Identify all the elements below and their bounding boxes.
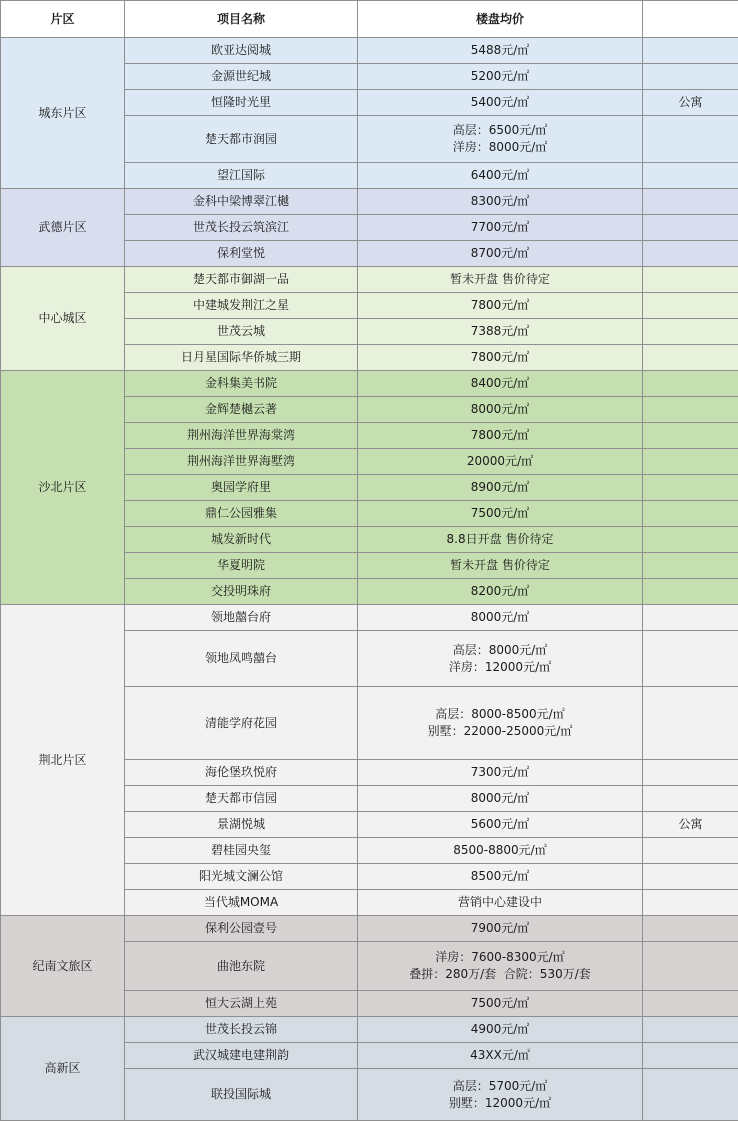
project-name-cell: 奥园学府里 [125,475,358,501]
price-cell [358,916,643,942]
price-line: 5488元/㎡ [358,42,642,59]
price-line: 5200元/㎡ [358,68,642,85]
price-line: 7700元/㎡ [358,219,642,236]
price-cell [358,786,643,812]
note-cell [643,116,738,163]
note-cell: 公寓 [643,812,738,838]
project-name-cell: 联投国际城 [125,1069,358,1121]
price-cell [358,189,643,215]
table-row [1,189,738,215]
price-line: 8000元/㎡ [358,609,642,626]
project-name-cell: 金科集美书院 [125,371,358,397]
table-row [1,916,738,942]
table-body [1,38,738,1121]
district-cell: 荆北片区 [1,605,125,916]
project-name-cell: 金源世纪城 [125,64,358,90]
project-name-cell: 曲池东院 [125,942,358,991]
price-line: 暂未开盘 售价待定 [358,557,642,574]
price-cell [358,687,643,760]
price-cell [358,631,643,687]
price-cell [358,942,643,991]
project-name-cell: 世茂长投云锦 [125,1017,358,1043]
price-line: 5400元/㎡ [358,94,642,111]
project-name-cell: 保利堂悦 [125,241,358,267]
project-name-cell: 景湖悦城 [125,812,358,838]
table-row [1,605,738,631]
price-line: 8.8日开盘 售价待定 [358,531,642,548]
price-line: 7900元/㎡ [358,920,642,937]
note-cell [643,64,738,90]
note-cell [643,267,738,293]
note-cell [643,293,738,319]
price-cell [358,423,643,449]
district-cell: 城东片区 [1,38,125,189]
header-price: 楼盘均价 [358,1,643,38]
price-cell [358,267,643,293]
price-line: 7800元/㎡ [358,427,642,444]
project-name-cell: 金科中梁博翠江樾 [125,189,358,215]
project-name-cell: 世茂云城 [125,319,358,345]
project-name-cell: 当代城MOMA [125,890,358,916]
project-name-cell: 楚天都市御湖一品 [125,267,358,293]
district-cell: 沙北片区 [1,371,125,605]
project-name-cell: 欧亚达阅城 [125,38,358,64]
project-name-cell: 保利公园壹号 [125,916,358,942]
price-line: 8500元/㎡ [358,868,642,885]
project-name-cell: 海伦堡玖悦府 [125,760,358,786]
price-line: 营销中心建设中 [358,894,642,911]
note-cell [643,371,738,397]
project-name-cell: 恒大云湖上苑 [125,991,358,1017]
project-name-cell: 世茂长投云筑滨江 [125,215,358,241]
project-name-cell: 阳光城文澜公馆 [125,864,358,890]
table-row [1,38,738,64]
project-name-cell: 金辉楚樾云著 [125,397,358,423]
price-cell [358,991,643,1017]
note-cell [643,991,738,1017]
price-line: 暂未开盘 售价待定 [358,271,642,288]
price-line: 8400元/㎡ [358,375,642,392]
price-cell [358,579,643,605]
note-cell [643,345,738,371]
price-cell [358,1017,643,1043]
note-cell [643,319,738,345]
note-cell [643,423,738,449]
header-row [1,1,738,38]
note-cell [643,579,738,605]
price-line: 8300元/㎡ [358,193,642,210]
price-cell [358,838,643,864]
price-line: 8900元/㎡ [358,479,642,496]
district-cell: 纪南文旅区 [1,916,125,1017]
project-name-cell: 华夏明院 [125,553,358,579]
price-line: 洋房：12000元/㎡ [358,659,642,676]
note-cell [643,189,738,215]
price-cell [358,605,643,631]
price-line: 8500-8800元/㎡ [358,842,642,859]
note-cell [643,838,738,864]
price-cell [358,163,643,189]
note-cell [643,760,738,786]
project-name-cell: 领地囍台府 [125,605,358,631]
price-cell [358,890,643,916]
project-name-cell: 楚天都市润园 [125,116,358,163]
price-line: 洋房：7600-8300元/㎡ [358,949,642,966]
note-cell [643,1017,738,1043]
project-name-cell: 碧桂园央玺 [125,838,358,864]
note-cell [643,553,738,579]
project-name-cell: 领地凤鸣囍台 [125,631,358,687]
note-cell: 公寓 [643,90,738,116]
price-line: 4900元/㎡ [358,1021,642,1038]
price-line: 8200元/㎡ [358,583,642,600]
price-cell [358,501,643,527]
price-cell [358,319,643,345]
district-cell: 武德片区 [1,189,125,267]
price-line: 8000元/㎡ [358,790,642,807]
price-cell [358,553,643,579]
price-cell [358,475,643,501]
project-name-cell: 恒隆时光里 [125,90,358,116]
project-name-cell: 楚天都市信园 [125,786,358,812]
note-cell [643,916,738,942]
note-cell [643,241,738,267]
price-line: 43XX元/㎡ [358,1047,642,1064]
price-cell [358,449,643,475]
project-name-cell: 日月星国际华侨城三期 [125,345,358,371]
project-name-cell: 交投明珠府 [125,579,358,605]
note-cell [643,605,738,631]
price-line: 高层：8000-8500元/㎡ [358,706,642,723]
note-cell [643,475,738,501]
price-line: 7800元/㎡ [358,349,642,366]
price-cell [358,345,643,371]
price-line: 高层：8000元/㎡ [358,642,642,659]
note-cell [643,527,738,553]
price-cell [358,760,643,786]
price-line: 洋房：8000元/㎡ [358,139,642,156]
project-name-cell: 鼎仁公园雅集 [125,501,358,527]
price-line: 别墅：12000元/㎡ [358,1095,642,1112]
table-row [1,1017,738,1043]
note-cell [643,786,738,812]
project-name-cell: 城发新时代 [125,527,358,553]
project-name-cell: 荆州海洋世界海墅湾 [125,449,358,475]
header-district: 片区 [1,1,125,38]
price-cell [358,116,643,163]
price-cell [358,293,643,319]
note-cell [643,687,738,760]
price-line: 7388元/㎡ [358,323,642,340]
price-cell [358,90,643,116]
price-line: 7300元/㎡ [358,764,642,781]
price-line: 8700元/㎡ [358,245,642,262]
price-cell [358,215,643,241]
project-name-cell: 清能学府花园 [125,687,358,760]
price-line: 别墅：22000-25000元/㎡ [358,723,642,740]
project-name-cell: 荆州海洋世界海棠湾 [125,423,358,449]
note-cell [643,38,738,64]
price-cell [358,64,643,90]
note-cell [643,864,738,890]
price-cell [358,241,643,267]
price-cell [358,371,643,397]
note-cell [643,449,738,475]
price-line: 7500元/㎡ [358,995,642,1012]
header-project: 项目名称 [125,1,358,38]
price-cell [358,1069,643,1121]
note-cell [643,890,738,916]
header-note [643,1,738,38]
price-line: 7500元/㎡ [358,505,642,522]
price-line: 8000元/㎡ [358,401,642,418]
district-cell: 高新区 [1,1017,125,1121]
price-line: 高层：6500元/㎡ [358,122,642,139]
price-line: 高层：5700元/㎡ [358,1078,642,1095]
price-line: 6400元/㎡ [358,167,642,184]
note-cell [643,501,738,527]
table-row [1,371,738,397]
table-row [1,267,738,293]
district-cell: 中心城区 [1,267,125,371]
price-line: 叠拼：280万/套 合院：530万/套 [358,966,642,983]
price-cell [358,397,643,423]
price-cell [358,864,643,890]
note-cell [643,1069,738,1121]
note-cell [643,942,738,991]
project-name-cell: 武汉城建电建荆韵 [125,1043,358,1069]
price-line: 5600元/㎡ [358,816,642,833]
note-cell [643,631,738,687]
price-line: 20000元/㎡ [358,453,642,470]
note-cell [643,163,738,189]
price-cell [358,38,643,64]
project-name-cell: 中建城发荆江之星 [125,293,358,319]
price-cell [358,812,643,838]
price-cell [358,1043,643,1069]
price-line: 7800元/㎡ [358,297,642,314]
note-cell [643,397,738,423]
note-cell [643,215,738,241]
note-cell [643,1043,738,1069]
project-name-cell: 望江国际 [125,163,358,189]
price-cell [358,527,643,553]
